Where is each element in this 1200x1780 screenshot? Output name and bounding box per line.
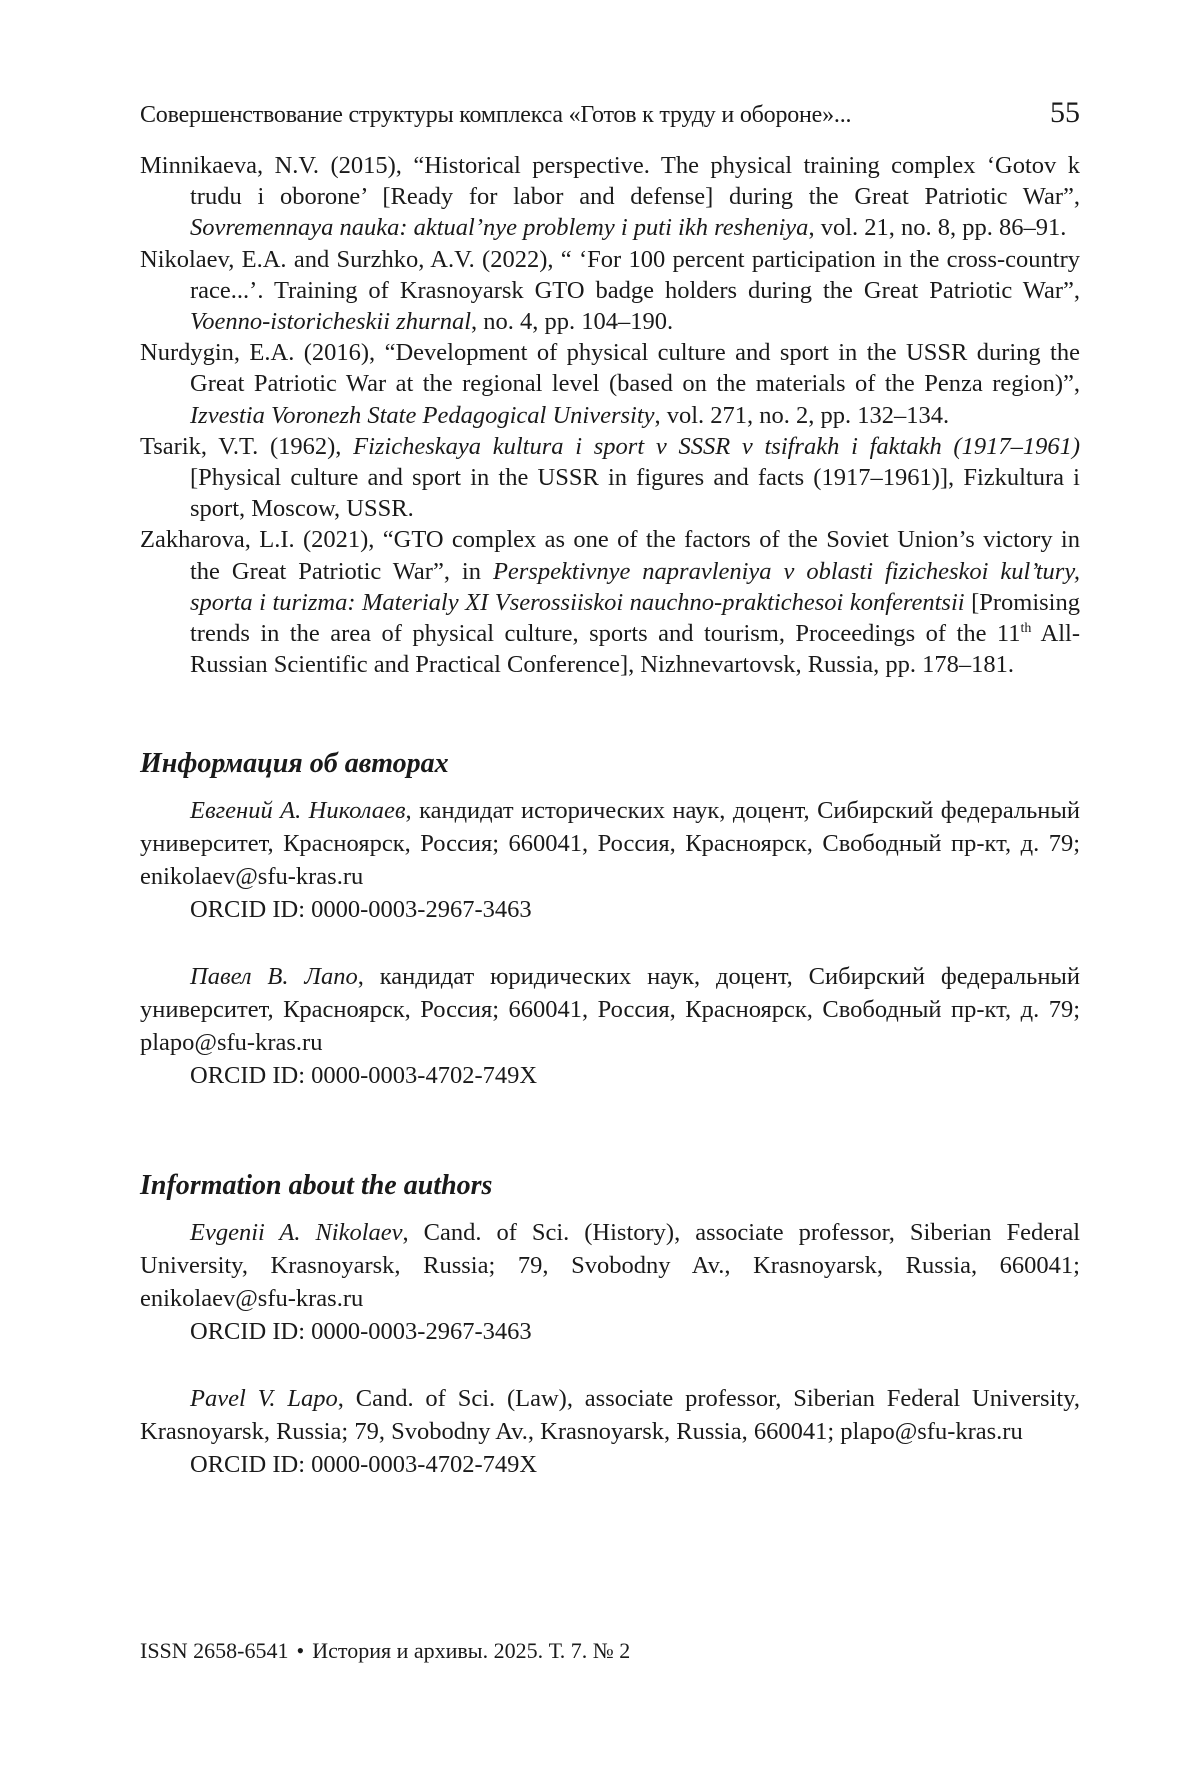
reference-item: Tsarik, V.T. (1962), Fizicheskaya kultura i sport v SSSR v tsifrakh i faktakh (1917–1961) [Physical culture and sport in the USSR in figures and facts (1917–1961)], Fizkultura i sport, Moscow, USSR.	[140, 432, 1080, 523]
running-head-title: Совершенствование структуры комплекса «Готов к труду и обороне»...	[140, 102, 852, 128]
orcid-id: ORCID ID: 0000-0003-4702-749X	[190, 1062, 538, 1090]
author-name: Pavel V. Lapo	[190, 1385, 338, 1413]
page-footer	[140, 1636, 630, 1666]
reference-item: Minnikaeva, N.V. (2015), “Historical perspective. The physical training complex ‘Gotov k trudu i oborone’ [Ready for labor and defense] during the Great Patriotic War”, Sovremennaya nauka: aktual’nye problemy i puti ikh resheniya, vol. 21, no. 8, pp. 86–91.	[140, 152, 1080, 242]
en-authors-heading: Information about the authors	[140, 1170, 493, 1202]
footer-bullet: •	[296, 1638, 305, 1663]
orcid-id: ORCID ID: 0000-0003-4702-749X	[190, 1451, 538, 1479]
reference-item: Zakharova, L.I. (2021), “GTO complex as one of the factors of the Soviet Union’s victory in the Great Patriotic War”, in Perspektivnye napravleniya v oblasti fizicheskoi kul’tury, sporta i turizma: Materialy XI Vserossiiskoi nauchno-praktichesoi konferentsii [Promising trends in the area of physical culture, sports and tourism, Proceedings of the 11th All-Russian Scientific and Practical Conference], Nizhnevartovsk, Russia, pp. 178–181.	[140, 526, 1080, 679]
author-info-en-lapo: Pavel V. Lapo, Cand. of Sci. (Law), associate professor, Siberian Federal University, Krasnoyarsk, Russia; 79, Svobodny Av., Krasnoyarsk, Russia, 660041; plapo@sfu-kras.ru ORCID ID: 0000-0003-4702-749X	[140, 1382, 1080, 1481]
issn: ISSN 2658-6541	[140, 1638, 289, 1663]
author-info-ru-nikolaev: Евгений А. Николаев, кандидат исторических наук, доцент, Сибирский федеральный университет, Красноярск, Россия; 660041, Россия, Красноярск, Свободный пр-кт, д. 79; enikolaev@sfu-kras.ru ORCID ID: 0000-0003-2967-3463	[140, 794, 1080, 926]
author-info-ru-lapo: Павел В. Лапо, кандидат юридических наук, доцент, Сибирский федеральный университет, Красноярск, Россия; 660041, Россия, Красноярск, Свободный пр-кт, д. 79; plapo@sfu-kras.ru ORCID ID: 0000-0003-4702-749X	[140, 960, 1080, 1092]
page	[140, 96, 1080, 1481]
reference-list	[140, 150, 1080, 680]
author-name: Evgenii A. Nikolaev	[190, 1219, 403, 1247]
orcid-id: ORCID ID: 0000-0003-2967-3463	[190, 1318, 532, 1346]
running-head	[140, 96, 1080, 132]
author-info-en-nikolaev: Evgenii A. Nikolaev, Cand. of Sci. (History), associate professor, Siberian Federal University, Krasnoyarsk, Russia; 79, Svobodny Av., Krasnoyarsk, Russia, 660041; enikolaev@sfu-kras.ru ORCID ID: 0000-0003-2967-3463	[140, 1216, 1080, 1348]
author-name: Евгений А. Николаев	[190, 797, 406, 825]
reference-item: Nurdygin, E.A. (2016), “Development of physical culture and sport in the USSR during the Great Patriotic War at the regional level (based on the materials of the Penza region)”, Izvestia Voronezh State Pedagogical University, vol. 271, no. 2, pp. 132–134.	[140, 339, 1080, 429]
reference-item: Nikolaev, E.A. and Surzhko, A.V. (2022), “ ‘For 100 percent participation in the cross-country race...’. Training of Krasnoyarsk GTO badge holders during the Great Patriotic War”, Voenno-istoricheskii zhurnal, no. 4, pp. 104–190.	[140, 245, 1080, 336]
ru-authors-heading: Информация об авторах	[140, 748, 449, 780]
orcid-id: ORCID ID: 0000-0003-2967-3463	[190, 896, 532, 924]
journal-citation: История и архивы. 2025. Т. 7. № 2	[312, 1638, 631, 1663]
author-name: Павел В. Лапо	[190, 963, 358, 991]
page-number: 55	[1050, 96, 1080, 129]
